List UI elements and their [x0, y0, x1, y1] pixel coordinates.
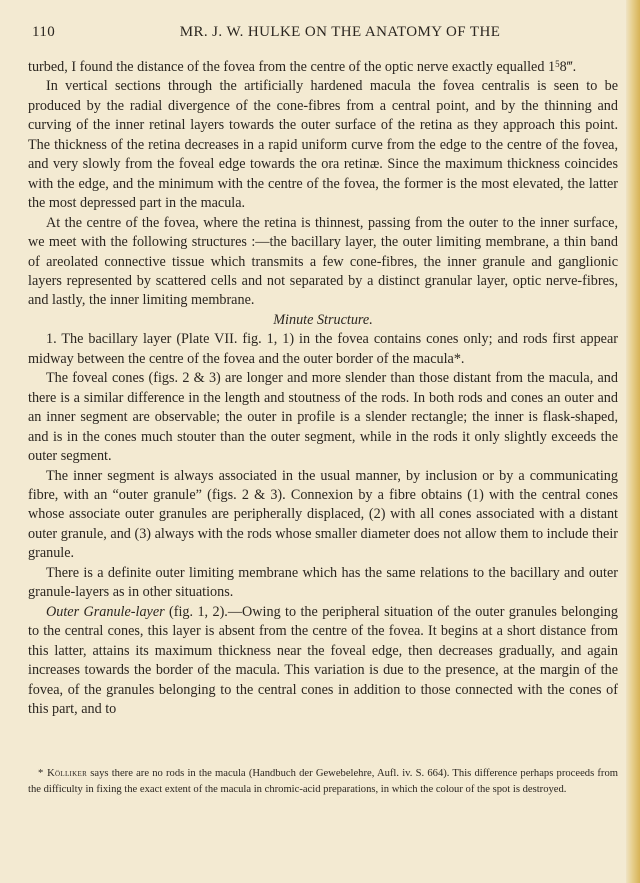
- outer-granule-layer-heading: Outer Granule-layer: [46, 603, 165, 620]
- paragraph-4: The foveal cones (figs. 2 & 3) are longer and more slender than those distant from the macula, and there is a similar difference in the length and stoutness of the rods. In both rods and cones an outer and an inner segment are observable; the outer in profile is a slender rectangle; the inner is flask-shaped, and is in the cones much stouter than the outer segment, while in the rods it only slightly exceeds the outer segment.: [28, 370, 618, 465]
- paragraph-5: The inner segment is always associated in the usual manner, by inclusion or by a communicating fibre, with an “outer granule” (figs. 2 & 3). Connexion by a fibre obtains (1) with the central cones whose associate outer granules are peripherally displaced, (2) with all cones associated with a distant outer granule, and (3) always with the rods whose smaller diameter does not allow them to include their granule.: [28, 467, 618, 562]
- paragraph-7: Outer Granule-layer (fig. 1, 2).—Owing to the peripheral situation of the outer granules belonging to the central cones, this layer is absent from the centre of the fovea. It begins at a short distance from this latter, attains its maximum thickness near the foveal edge, then decreases gradually, and again increases towards the border of the macula. This variation is due to the presence, at the margin of the fovea, of the granules belonging to the central cones in addition to those connected with the cones of this part, and to: [28, 603, 618, 717]
- running-header: [32, 24, 618, 46]
- paragraph-2: At the centre of the fovea, where the retina is thinnest, passing from the outer to the inner surface, we meet with the following structures :—the bacillary layer, the outer limiting membrane, a thin band of areolated connective tissue which transmits a few cone-fibres, the inner granule and ganglionic layers represented by scattered cells and not separated by a distinct granular layer, optic nerve-fibres, and lastly, the inner limiting membrane.: [28, 214, 618, 309]
- fraction-superscript: 5: [555, 59, 560, 69]
- footnote-text: says there are no rods in the macula (Handbuch der Gewebelehre, Aufl. iv. S. 664). This difference perhaps proceeds from the difficulty in fixing the exact extent of the macula in chromic-acid preparations, in which the colour of the spot is destroyed.: [28, 768, 618, 795]
- page-number: 110: [32, 24, 56, 40]
- paragraph-3: 1. The bacillary layer (Plate VII. fig. 1, 1) in the fovea contains cones only; and rods first appear midway between the centre of the fovea and the outer border of the macula*.: [28, 331, 618, 367]
- running-title: MR. J. W. HULKE ON THE ANATOMY OF THE: [179, 24, 501, 40]
- section-subheading: Minute Structure.: [273, 311, 373, 328]
- paragraph-6: There is a definite outer limiting membrane which has the same relations to the bacillary and outer granule-layers as in other situations.: [28, 564, 618, 601]
- body-text: [28, 55, 618, 719]
- paragraph-0: turbed, I found the distance of the fovea from the centre of the optic nerve exactly equalled $1^58‴$.: [28, 59, 577, 75]
- page-edge-shadow: [626, 0, 640, 883]
- footnote: [28, 766, 618, 797]
- footnote-author: * Kölliker: [38, 768, 88, 779]
- paragraph-1: In vertical sections through the artificially hardened macula the fovea centralis is seen to be produced by the radial divergence of the cone-fibres from a central point, and by the thinning and curving of the inner retinal layers towards the outer surface of the retina as they approach this point. The thickness of the retina decreases in a rapid uniform curve from the edge to the centre of the fovea, and very slowly from the foveal edge towards the ora retinæ. Since the maximum thickness coincides with the edge, and the minimum with the centre of the fovea, the former is the most elevated, the latter the most depressed part in the macula.: [28, 78, 618, 212]
